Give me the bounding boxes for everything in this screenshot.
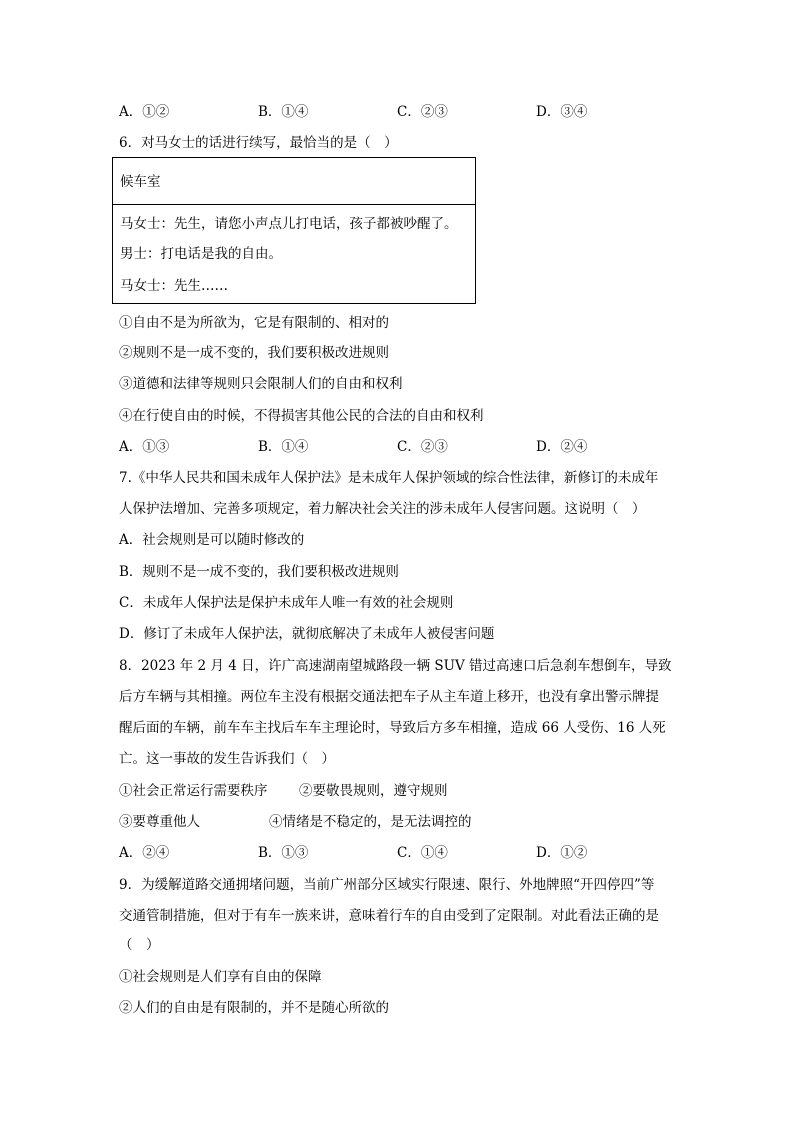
- q6-dialog-box: [112, 157, 476, 304]
- q8-option-d: D．①②: [536, 845, 588, 861]
- q9-stem-line: （ ）: [119, 937, 160, 953]
- q8-option-a: A．②④: [119, 845, 170, 861]
- q8-item: ②要敬畏规则，遵守规则: [299, 783, 448, 799]
- q7-option-d: D．修订了未成年人保护法，就彻底解决了未成年人被侵害问题: [119, 626, 495, 642]
- q8-option-b: B．①③: [258, 845, 309, 861]
- q8-stem-line: 后方车辆与其相撞。两位车主没有根据交通法把车子从主车道上移开，也没有拿出警示牌提: [119, 689, 659, 705]
- q9-item: ②人们的自由是有限制的，并不是随心所欲的: [119, 1000, 389, 1016]
- q6-option-a: A．①③: [119, 439, 170, 455]
- q9-item: ①社会规则是人们享有自由的保障: [119, 969, 322, 985]
- q7-stem-line: 7.《中华人民共和国未成年人保护法》是未成年人保护领域的综合性法律，新修订的未成年: [119, 470, 659, 486]
- q5-option-c: C．②③: [397, 104, 448, 120]
- q6-box-divider: [113, 204, 475, 205]
- q8-item: ④情绪是不稳定的，是无法调控的: [269, 814, 472, 830]
- q9-stem-line: 交通管制措施，但对于有车一族来讲，意味着行车的自由受到了定限制。对此看法正确的是: [119, 908, 659, 924]
- q6-dialog-line: 马女士：先生，请您小声点儿打电话，孩子都被吵醒了。: [120, 216, 458, 232]
- q6-dialog-line: 马女士：先生……: [120, 278, 228, 294]
- q5-options: [119, 102, 587, 122]
- q6-dialog-line: 男士：打电话是我的自由。: [120, 246, 282, 262]
- q6-options: [119, 437, 587, 457]
- q7-option-b: B．规则不是一成不变的，我们要积极改进规则: [119, 564, 399, 580]
- q8-option-c: C．①④: [397, 845, 448, 861]
- q6-item: ②规则不是一成不变的，我们要积极改进规则: [119, 345, 389, 361]
- q8-stem-line: 亡。这一事故的发生告诉我们（ ）: [119, 751, 335, 767]
- q8-item: ③要尊重他人: [119, 814, 200, 830]
- q8-options: [119, 843, 587, 863]
- q8-item: ①社会正常运行需要秩序: [119, 783, 268, 799]
- q5-option-a: A．①②: [119, 104, 170, 120]
- q8-stem-line: 8．2023 年 2 月 4 日，许广高速湖南望城路段一辆 SUV 错过高速口后急刹车想倒车，导致: [119, 658, 672, 674]
- q5-option-b: B．①④: [258, 104, 309, 120]
- q9-stem-line: 9．为缓解道路交通拥堵问题，当前广州部分区域实行限速、限行、外地牌照“开四停四”等: [119, 877, 655, 893]
- q8-items-row2: [119, 812, 472, 832]
- q8-items-row1: [119, 781, 448, 801]
- q6-item: ③道德和法律等规则只会限制人们的自由和权利: [119, 376, 403, 392]
- q7-option-c: C．未成年人保护法是保护未成年人唯一有效的社会规则: [119, 595, 454, 611]
- q8-stem-line: 醒后面的车辆，前车车主找后车车主理论时，导致后方多车相撞，造成 66 人受伤、16 人死: [119, 720, 666, 736]
- q6-item: ④在行使自由的时候，不得损害其他公民的合法的自由和权利: [119, 408, 484, 424]
- q6-stem: 6．对马女士的话进行续写，最恰当的是（ ）: [119, 135, 398, 151]
- q6-option-b: B．①④: [258, 439, 309, 455]
- q7-option-a: A．社会规则是可以随时修改的: [119, 532, 305, 548]
- q6-option-c: C．②③: [397, 439, 448, 455]
- q6-item: ①自由不是为所欲为，它是有限制的、相对的: [119, 315, 389, 331]
- q7-stem-line: 人保护法增加、完善多项规定，着力解决社会关注的涉未成年人侵害问题。这说明（ ）: [119, 501, 646, 517]
- q6-option-d: D．②④: [536, 439, 588, 455]
- q5-option-d: D．③④: [536, 104, 588, 120]
- q6-box-title: 候车室: [120, 174, 161, 190]
